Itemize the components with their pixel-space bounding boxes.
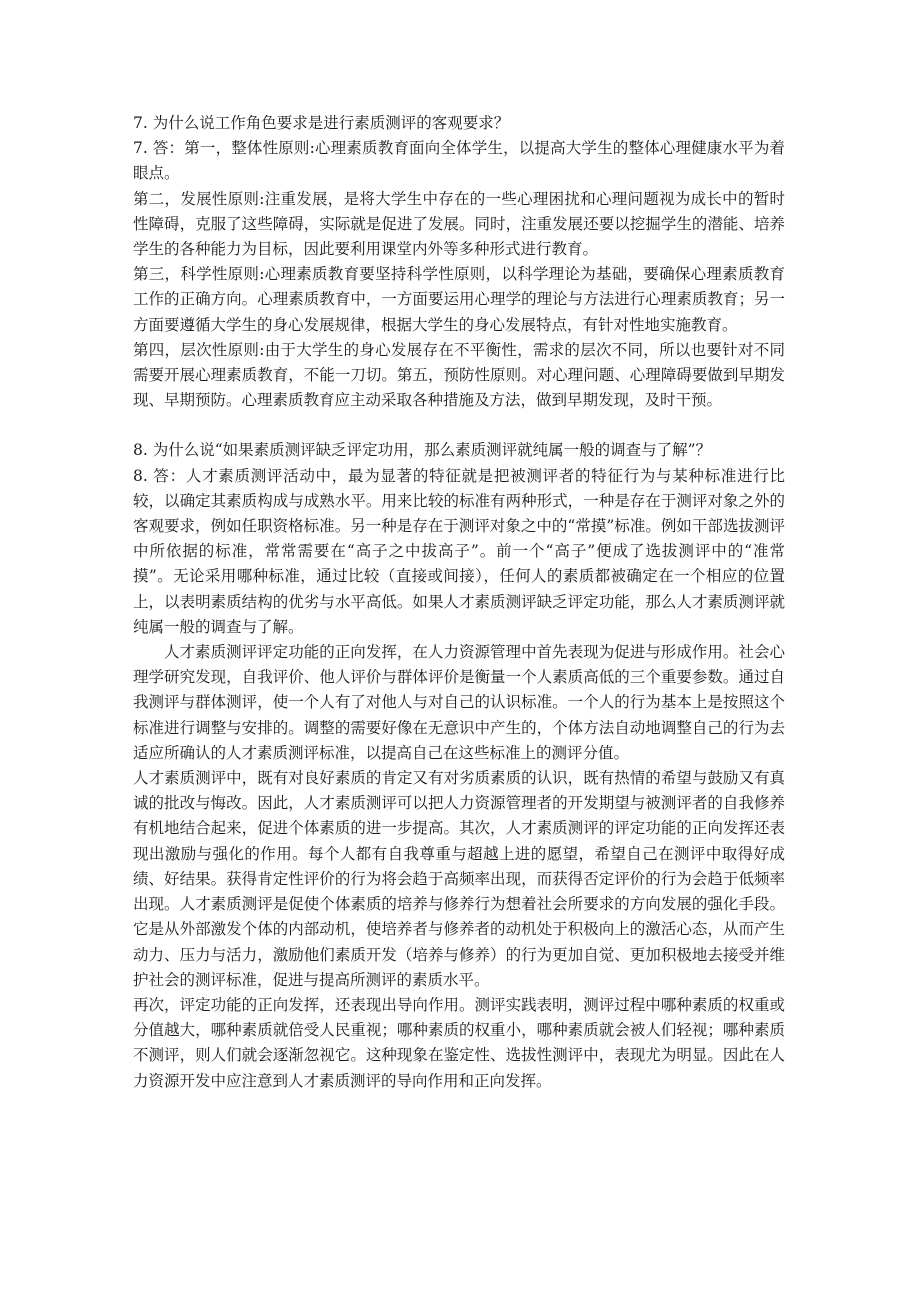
question-7: 7. 为什么说工作角色要求是进行素质测评的客观要求？ xyxy=(133,114,510,132)
q7-answer-paragraph-2: 第二，发展性原则:注重发展，是将大学生中存在的一些心理困扰和心理问题视为成长中的暂时性障碍，克服了这些障碍，实际就是促进了发展。同时，注重发展还要以挖掘学生的潜能、培养学生的各种能力为目标，因此要利用课堂内外等多种形式进行教育。 xyxy=(133,189,785,259)
q8-answer-paragraph-2: 人才素质测评评定功能的正向发挥，在人力资源管理中首先表现为促进与形成作用。社会心理学研究发现，自我评价、他人评价与群体评价是衡量一个人素质高低的三个重要参数。通过自我测评与群体测评，使一个人有了对他人与对自己的认识标准。一个人的行为基本上是按照这个标准进行调整与安排的。调整的需要好像在无意识中产生的，个体方法自动地调整自己的行为去适应所确认的人才素质测评标准，以提高自己在这些标准上的测评分值。 xyxy=(133,643,785,762)
q8-answer-paragraph-1: 8. 答：人才素质测评活动中，最为显著的特征就是把被测评者的特征行为与某种标准进行比较，以确定其素质构成与成熟水平。用来比较的标准有两种形式，一种是存在于测评对象之外的客观要求，例如任职资格标准。另一种是存在于测评对象之中的“常摸”标准。例如干部选拔测评中所依据的标准，常常需要在“高子之中拔高子”。前一个“高子”便成了选拔测评中的“准常摸”。无论采用哪种标准，通过比较（直接或间接），任何人的素质都被确定在一个相应的位置上，以表明素质结构的优劣与水平高低。如果人才素质测评缺乏评定功能，那么人才素质测评就纯属一般的调查与了解。 xyxy=(133,466,785,636)
q7-answer-paragraph-1: 7. 答：第一，整体性原则:心理素质教育面向全体学生，以提高大学生的整体心理健康水平为着眼点。 xyxy=(133,139,785,183)
q7-answer-paragraph-4: 第四，层次性原则:由于大学生的身心发展存在不平衡性，需求的层次不同，所以也要针对不同需要开展心理素质教育，不能一刀切。第五，预防性原则。对心理问题、心理障碍要做到早期发现、早期预防。心理素质教育应主动采取各种措施及方法，做到早期发现，及时干预。 xyxy=(133,340,785,410)
document-page xyxy=(133,111,785,1094)
section-spacer xyxy=(133,413,785,438)
q7-answer-paragraph-3: 第三，科学性原则:心理素质教育要坚持科学性原则，以科学理论为基础，要确保心理素质教育工作的正确方向。心理素质教育中，一方面要运用心理学的理论与方法进行心理素质教育；另一方面要遵循大学生的身心发展规律，根据大学生的身心发展特点，有针对性地实施教育。 xyxy=(133,265,785,334)
q8-answer-paragraph-3: 人才素质测评中，既有对良好素质的肯定又有对劣质素质的认识，既有热情的希望与鼓励又有真诚的批改与悔改。因此，人才素质测评可以把人力资源管理者的开发期望与被测评者的自我修养有机地结合起来，促进个体素质的进一步提高。其次，人才素质测评的评定功能的正向发挥还表现出激励与强化的作用。每个人都有自我尊重与超越上进的愿望，希望自己在测评中取得好成绩、好结果。获得肯定性评价的行为将会趋于高频率出现，而获得否定评价的行为会趋于低频率出现。人才素质测评是促使个体素质的培养与修养行为想着社会所要求的方向发展的强化手段。它是从外部激发个体的内部动机，使培养者与修养者的动机处于积极向上的激活心态，从而产生动力、压力与活力，激励他们素质开发（培养与修养）的行为更加自觉、更加积极地去接受并维护社会的测评标准，促进与提高所测评的素质水平。 xyxy=(133,769,785,989)
q8-answer-paragraph-4: 再次，评定功能的正向发挥，还表现出导向作用。测评实践表明，测评过程中哪种素质的权重或分值越大，哪种素质就倍受人民重视；哪种素质的权重小，哪种素质就会被人们轻视；哪种素质不测评，则人们就会逐渐忽视它。这种现象在鉴定性、选拔性测评中，表现尤为明显。因此在人力资源开发中应注意到人才素质测评的导向作用和正向发挥。 xyxy=(133,995,785,1090)
question-8: 8. 为什么说“如果素质测评缺乏评定功用，那么素质测评就纯属一般的调查与了解”？ xyxy=(133,441,712,460)
